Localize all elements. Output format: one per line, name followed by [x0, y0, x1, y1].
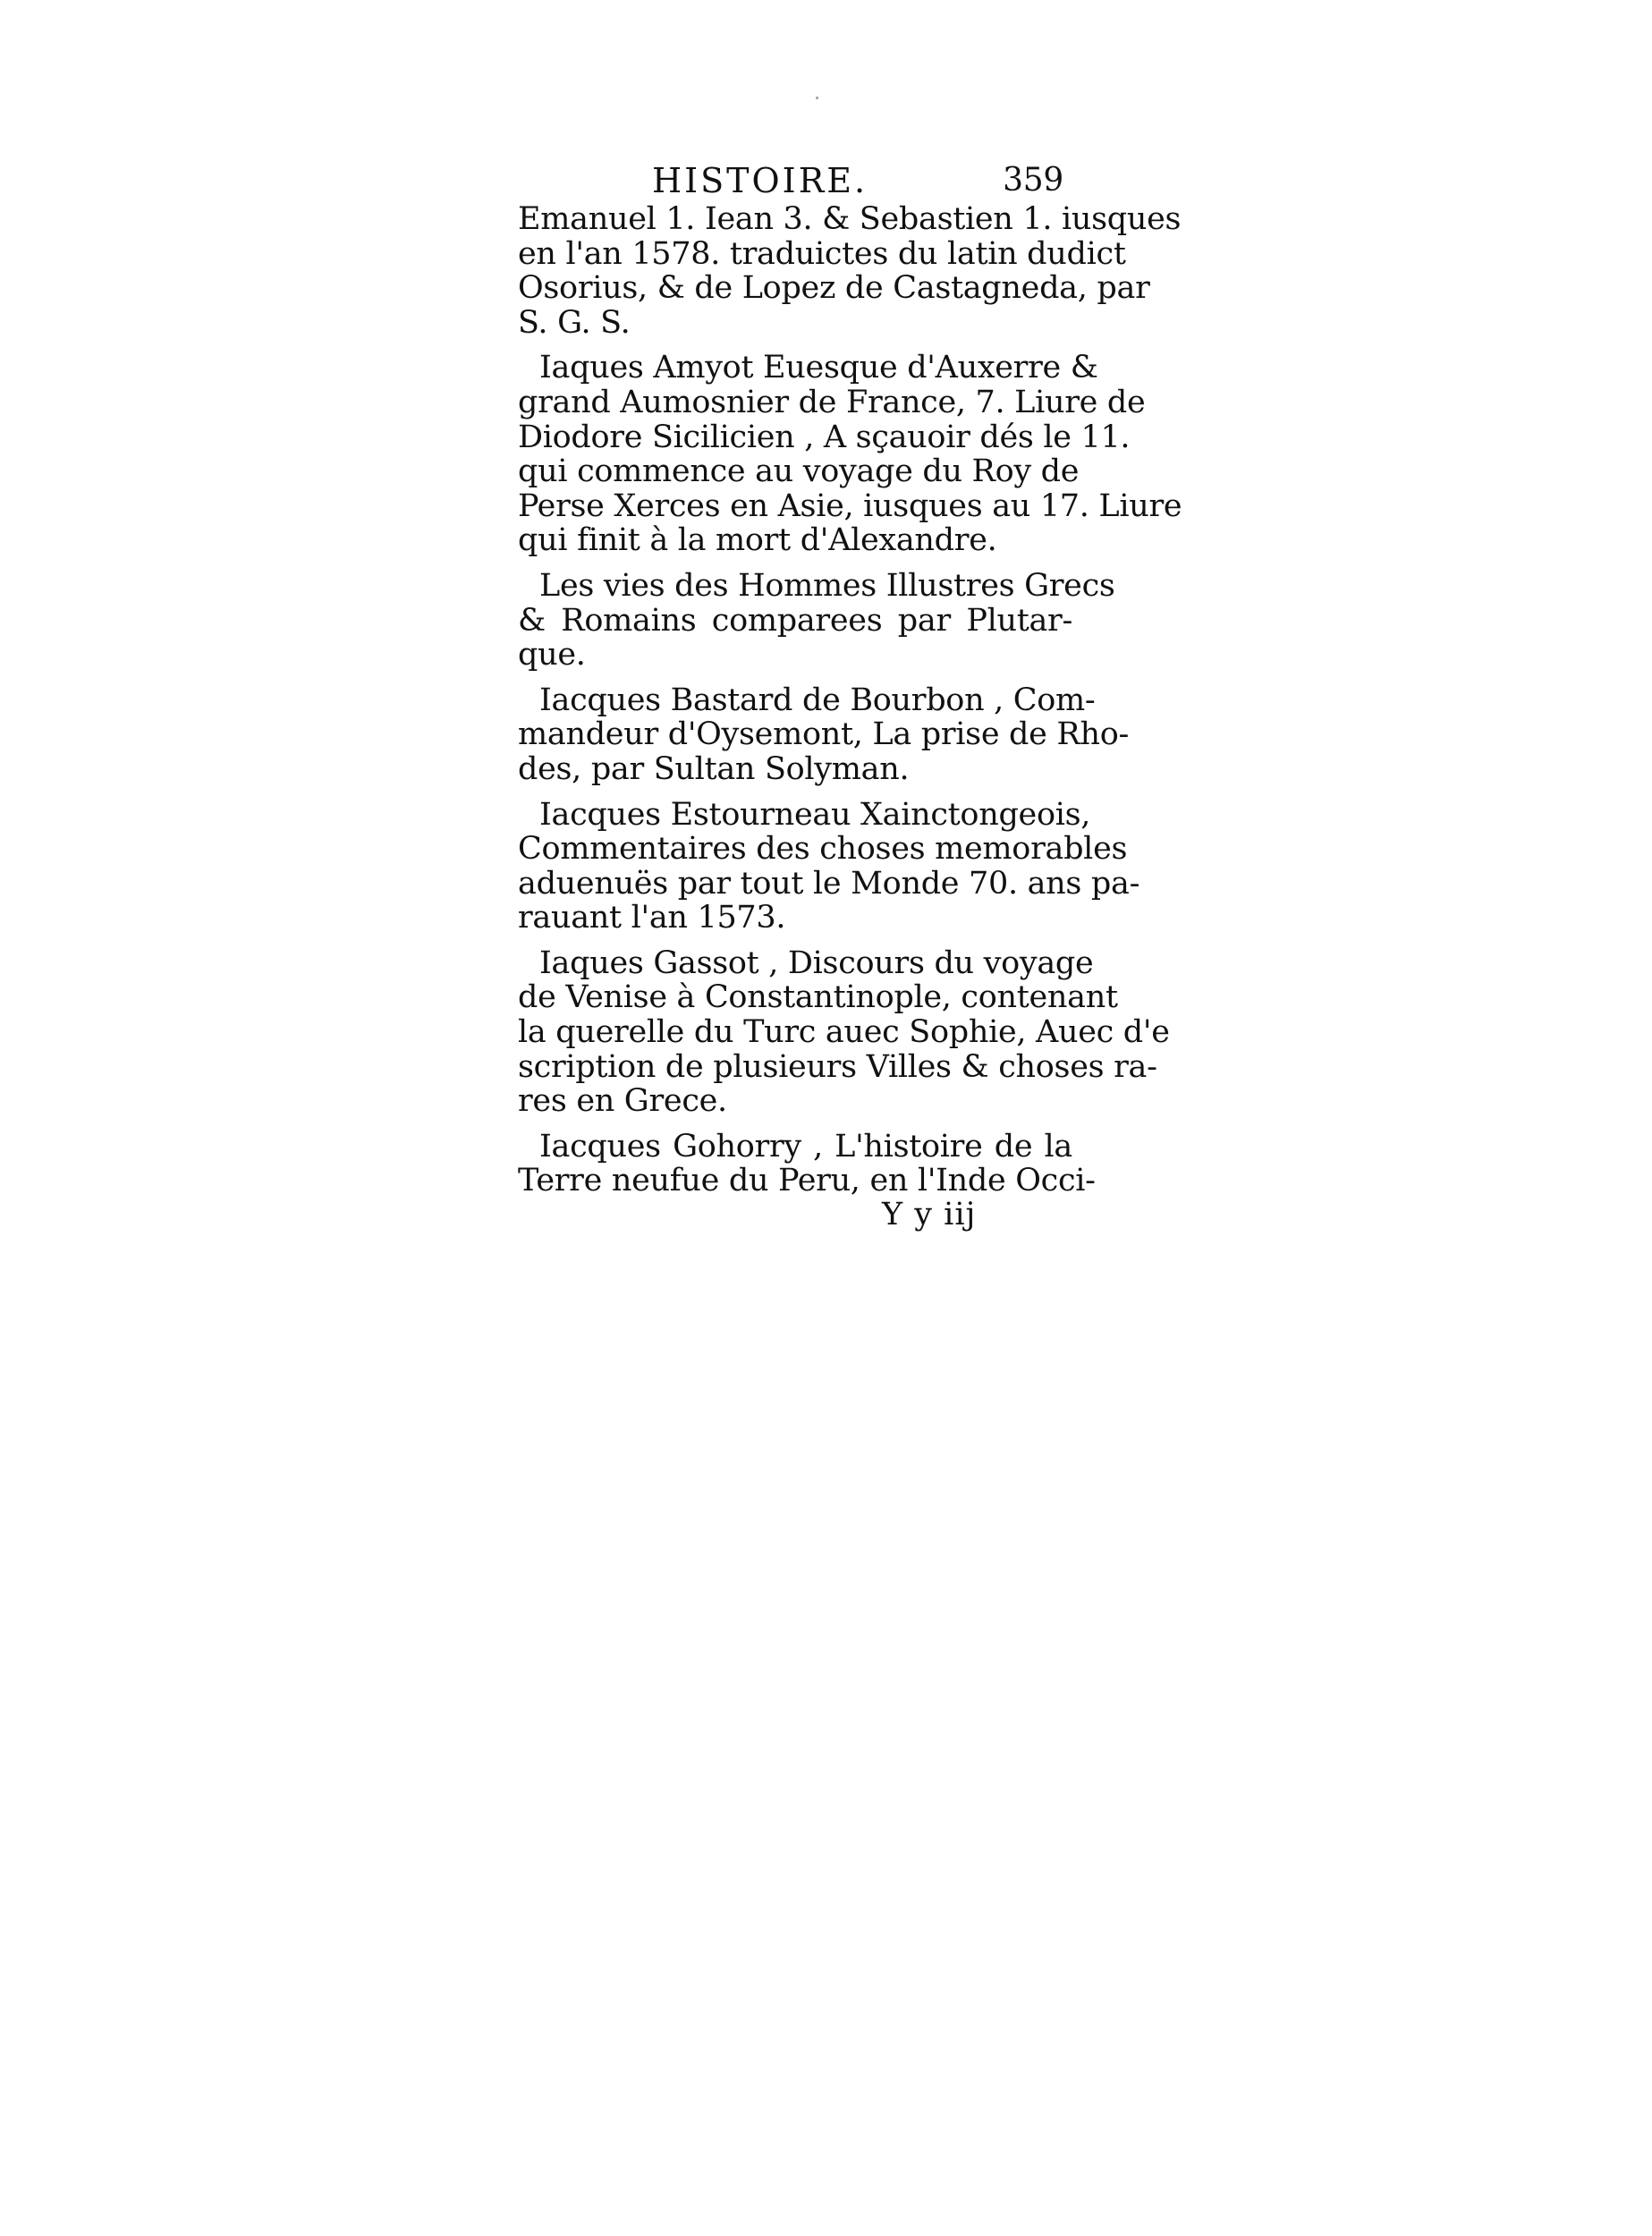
text-line: qui finit à la mort d'Alexandre.	[518, 522, 997, 559]
text-line: Terre neufue du Peru, en l'Inde Occi-	[518, 1163, 1096, 1199]
text-line: Iacques Gohorry , L'histoire de la	[539, 1128, 1072, 1165]
text-line: Diodore Sicilicien , A sçauoir dés le 11.	[518, 419, 1131, 455]
text-line: Iaques Amyot Euesque d'Auxerre &	[539, 350, 1098, 386]
text-line: des, par Sultan Solyman.	[518, 750, 910, 787]
text-block	[518, 161, 1182, 1234]
entry-estourneau	[518, 796, 1140, 936]
text-line: Les vies des Hommes Illustres Grecs	[539, 567, 1115, 604]
text-line: & Romains comparees par Plutar-	[518, 602, 1072, 639]
page-footer	[518, 1198, 1072, 1234]
text-line: mandeur d'Oysemont, La prise de Rho-	[518, 716, 1129, 753]
text-line: Iacques Estourneau Xainctongeois,	[539, 796, 1091, 833]
text-line: S. G. S.	[518, 304, 631, 341]
entry-gohorry	[518, 1128, 1096, 1199]
text-line: aduenuës par tout le Monde 70. ans pa-	[518, 865, 1140, 902]
text-line: res en Grece.	[518, 1083, 727, 1120]
page-number: 359	[1003, 162, 1063, 199]
text-line: Iacques Bastard de Bourbon , Com-	[539, 682, 1096, 718]
text-line: qui commence au voyage du Roy de	[518, 453, 1080, 490]
running-head	[518, 161, 1072, 200]
text-line: Emanuel 1. Iean 3. & Sebastien 1. iusques	[518, 201, 1182, 237]
text-line: en l'an 1578. traduictes du latin dudict	[518, 235, 1126, 272]
entry-bourbon	[518, 682, 1129, 787]
text-line: Iaques Gassot , Discours du voyage	[539, 944, 1094, 981]
signature-mark: Y y iij	[882, 1197, 977, 1233]
text-line: de Venise à Constantinople, contenant	[518, 979, 1118, 1016]
page-speck	[816, 97, 818, 99]
entry-amyot	[518, 350, 1182, 559]
text-line: la querelle du Turc auec Sophie, Auec d'e	[518, 1014, 1170, 1051]
text-line: grand Aumosnier de France, 7. Liure de	[518, 384, 1146, 420]
entry-continuation	[518, 201, 1182, 341]
text-line: que.	[518, 637, 586, 673]
entry-gassot	[518, 944, 1170, 1120]
text-line: Perse Xerces en Asie, iusques au 17. Liure	[518, 487, 1182, 524]
text-line: rauant l'an 1573.	[518, 900, 786, 936]
text-line: Commentaires des choses memorables	[518, 831, 1128, 868]
entry-plutarque	[518, 567, 1115, 673]
text-line: Osorius, & de Lopez de Castagneda, par	[518, 270, 1150, 307]
text-line: scription de plusieurs Villes & choses ra-	[518, 1048, 1157, 1085]
running-title: HISTOIRE.	[652, 161, 868, 200]
